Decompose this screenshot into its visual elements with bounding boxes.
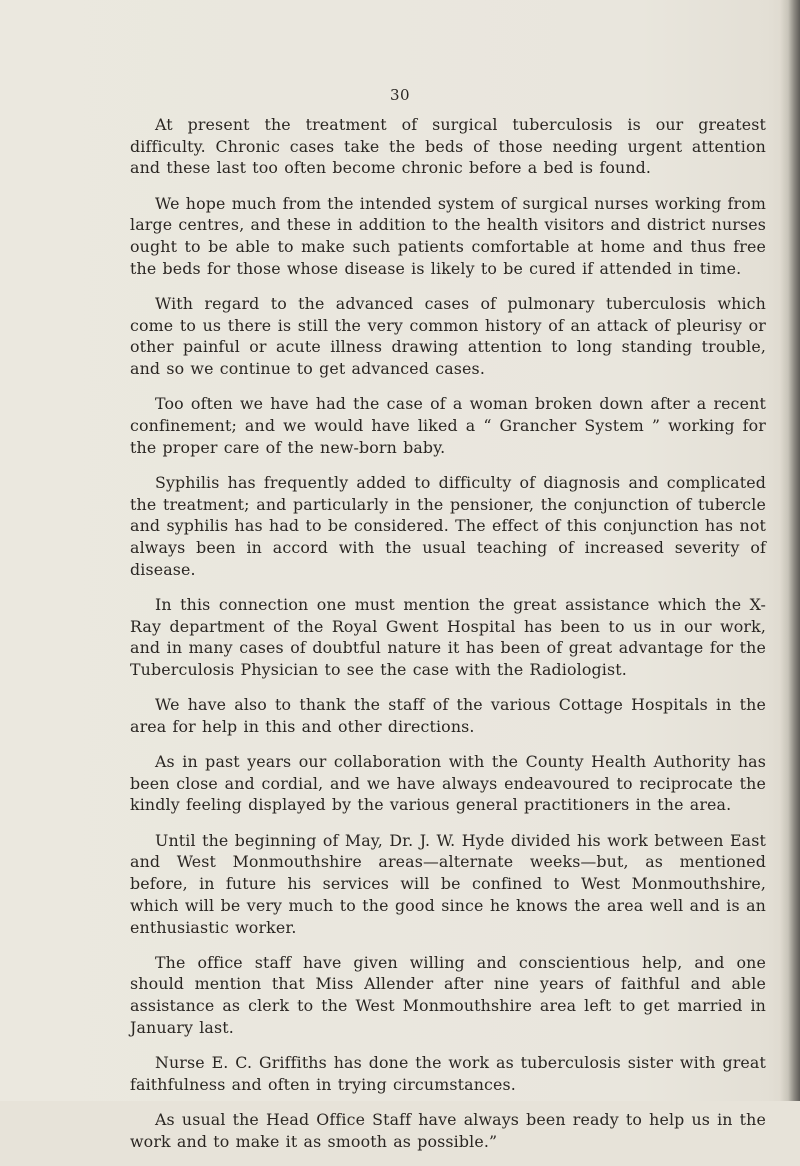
paragraph: Until the beginning of May, Dr. J. W. Hyde divided his work between East and West Monmouthshire areas—alternate weeks—but, as mentioned before, in future his services will be confined to West Monmouthshire, which will be very much to the good since he knows the area well and is an enthusiastic worker. <box>130 830 766 937</box>
page-edge-shadow <box>780 0 800 1101</box>
page-number: 30 <box>389 86 411 104</box>
paragraph: In this connection one must mention the great assistance which the X-Ray department of the Royal Gwent Hospital has been to us in our work, and in many cases of doubtful nature it has been of great advantage for the Tuberculosis Physician to see the case with the Radiologist. <box>130 594 766 679</box>
body-text <box>130 114 766 1166</box>
paragraph: With regard to the advanced cases of pulmonary tuberculosis which come to us there is still the very common history of an attack of pleurisy or other painful or acute illness drawing attention to long standing trouble, and so we continue to get advanced cases. <box>130 293 766 379</box>
paragraph: Syphilis has frequently added to difficulty of diagnosis and complicated the treatment; and particularly in the pensioner, the conjunction of tubercle and syphilis has had to be considered. The effect of this conjunction has not always been in accord with the usual teaching of increased severity of disease. <box>130 472 766 579</box>
paragraph: We have also to thank the staff of the various Cottage Hospitals in the area for help in this and other directions. <box>130 695 766 736</box>
paragraph: At present the treatment of surgical tuberculosis is our greatest difficulty. Chronic cases take the beds of those needing urgent attention and these last too often become chronic before a bed is found. <box>130 115 766 178</box>
paragraph: Nurse E. C. Griffiths has done the work as tuberculosis sister with great faithfulness and often in trying circumstances. <box>130 1053 766 1094</box>
paragraph: Too often we have had the case of a woman broken down after a recent confinement; and we would have liked a “ Grancher System ” working for the proper care of the new-born baby. <box>130 394 766 457</box>
paragraph: As in past years our collaboration with the County Health Authority has been close and cordial, and we have always endeavoured to reciprocate the kindly feeling displayed by the various general practitioners in the area. <box>130 752 766 815</box>
paragraph: As usual the Head Office Staff have always been ready to help us in the work and to make it as smooth as possible.” <box>130 1109 766 1151</box>
paragraph: The office staff have given willing and conscientious help, and one should mention that Miss Allender after nine years of faithful and able assistance as clerk to the West Monmouthshire area left to get married in January last. <box>130 952 766 1037</box>
paragraph: We hope much from the intended system of surgical nurses working from large centres, and these in addition to the health visitors and district nurses ought to be able to make such patients comfortable at home and thus free the beds for those whose disease is likely to be cured if attended in time. <box>130 193 766 278</box>
